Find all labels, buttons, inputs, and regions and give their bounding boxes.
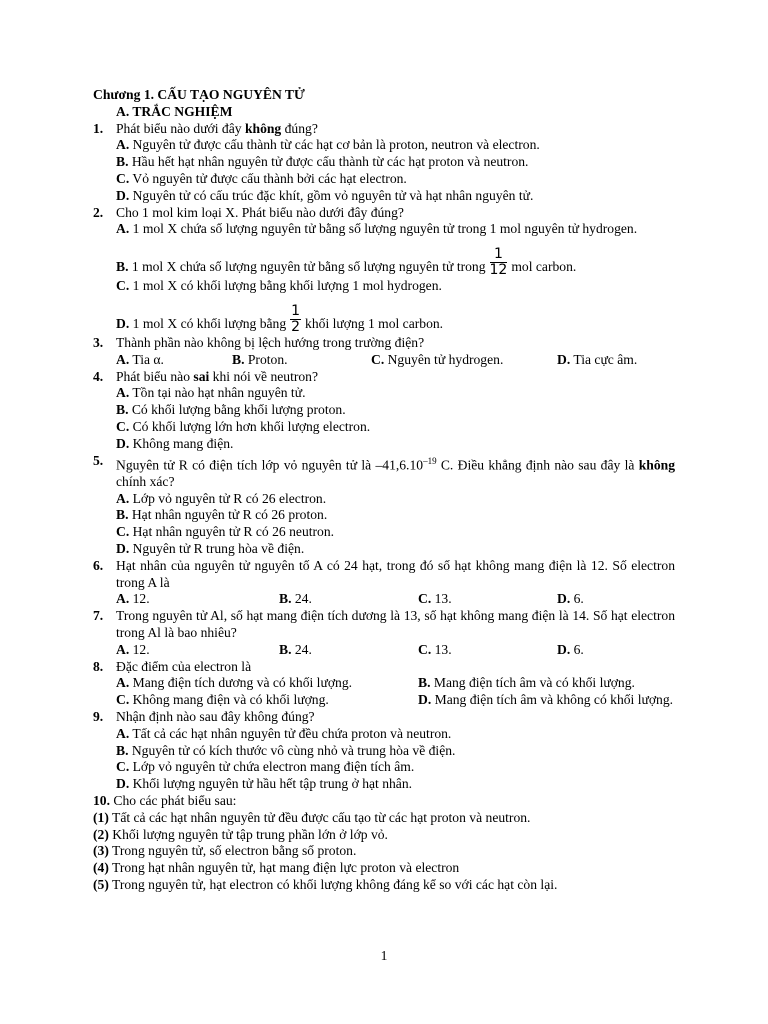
question-9: 9. Nhận định nào sau đây không đúng? (93, 709, 315, 725)
q1-option-a: A. Nguyên tử được cấu thành từ các hạt cơ bản là proton, neutron và electron. (116, 137, 540, 153)
q3-option-c: C. Nguyên tử hydrogen. (371, 351, 504, 367)
question-4: 4. Phát biểu nào sai khi nói về neutron? (93, 368, 319, 384)
q4-option-b: B. Có khối lượng bằng khối lượng proton. (116, 402, 346, 418)
fraction-1-12: $\frac{1}{12}$ (489, 246, 508, 279)
question-1: 1. Phát biểu nào dưới đây không đúng? (93, 120, 318, 136)
q6-option-a: A. 12. (116, 591, 150, 607)
q2-option-d: D. 1 mol X có khối lượng bằng $\frac{1}{2}$ khối lượng 1 mol carbon. (116, 302, 444, 335)
q7-option-c: C. 13. (418, 641, 452, 657)
question-6: 6. Hạt nhân của nguyên tử nguyên tố A có 24 hạt, trong đó số hạt không mang điện là 12. Số electron trong A là (93, 557, 675, 590)
q7-options (93, 642, 675, 659)
q1-option-b: B. Hầu hết hạt nhân nguyên tử được cấu thành từ các hạt proton và neutron. (116, 154, 529, 170)
q8-options-row1 (93, 675, 675, 692)
q9-option-a: A. Tất cả các hạt nhân nguyên tử đều chứa proton và neutron. (116, 725, 452, 741)
q8-option-b: B. Mang điện tích âm và có khối lượng. (418, 675, 635, 691)
q6-option-c: C. 13. (418, 591, 452, 607)
q9-option-d: D. Khối lượng nguyên tử hầu hết tập trung ở hạt nhân. (116, 776, 413, 792)
q5-option-b: B. Hạt nhân nguyên tử R có 26 proton. (116, 507, 328, 523)
q8-option-d: D. Mang điện tích âm và không có khối lượng. (418, 692, 674, 708)
q10-statement-2: (2) Khối lượng nguyên tử tập trung phần lớn ở lớp vỏ. (93, 826, 388, 842)
q9-option-c: C. Lớp vỏ nguyên tử chứa electron mang điện tích âm. (116, 759, 415, 775)
q8-options-row2 (93, 692, 675, 709)
q4-option-a: A. Tồn tại nào hạt nhân nguyên tử. (116, 385, 306, 401)
chapter-title: Chương 1. CẤU TẠO NGUYÊN TỬ (93, 87, 305, 102)
question-5: 5. Nguyên tử R có điện tích lớp vỏ nguyên tử là $-41,6.10^{-19}$ C. Điều khẳng định nào sau đây là không chính xác? (93, 452, 675, 489)
q3-options (93, 352, 675, 369)
q6-option-d: D. 6. (557, 591, 584, 607)
q10-statement-4: (4) Trong hạt nhân nguyên tử, hạt mang điện lực proton và electron (93, 860, 460, 876)
q3-option-d: D. Tia cực âm. (557, 351, 638, 367)
fraction-1-2: $\frac{1}{2}$ (291, 302, 301, 335)
question-10: 10. Cho các phát biểu sau: (93, 793, 237, 809)
section-title: A. TRẮC NGHIỆM (116, 103, 233, 119)
q6-options (93, 591, 675, 608)
document-body (93, 87, 675, 894)
q2-option-c: C. 1 mol X có khối lượng bằng khối lượng 1 mol hydrogen. (116, 278, 442, 294)
q6-option-b: B. 24. (279, 591, 312, 607)
q10-statement-5: (5) Trong nguyên tử, hạt electron có khối lượng không đáng kể so với các hạt còn lại. (93, 877, 558, 892)
q5-option-a: A. Lớp vỏ nguyên tử R có 26 electron. (116, 490, 327, 506)
page-number: 1 (380, 948, 388, 963)
q5-option-d: D. Nguyên tử R trung hòa về điện. (116, 541, 305, 557)
q3-option-a: A. Tia α. (116, 351, 164, 367)
q2-option-b: B. 1 mol X chứa số lượng nguyên tử bằng số lượng nguyên tử trong $\frac{1}{12}$ mol carbon. (116, 246, 577, 279)
q7-option-d: D. 6. (557, 641, 584, 657)
question-3: 3. Thành phần nào không bị lệch hướng trong trường điện? (93, 334, 425, 350)
q10-statement-3: (3) Trong nguyên tử, số electron bằng số proton. (93, 843, 357, 859)
q1-option-d: D. Nguyên tử có cấu trúc đặc khít, gồm vỏ nguyên tử và hạt nhân nguyên tử. (116, 187, 534, 203)
question-2: 2. Cho 1 mol kim loại X. Phát biểu nào dưới đây đúng? (93, 204, 404, 220)
q7-option-b: B. 24. (279, 641, 312, 657)
q9-option-b: B. Nguyên tử có kích thước vô cùng nhỏ và trung hòa về điện. (116, 742, 456, 758)
q7-option-a: A. 12. (116, 641, 150, 657)
q10-statement-1: (1) Tất cả các hạt nhân nguyên tử đều được cấu tạo từ các hạt proton và neutron. (93, 809, 531, 825)
question-8: 8. Đặc điểm của electron là (93, 658, 252, 674)
q2-option-a: A. 1 mol X chứa số lượng nguyên tử bằng số lượng nguyên tử trong 1 mol nguyên tử hydrogen. (116, 221, 638, 237)
q1-option-c: C. Vỏ nguyên tử được cấu thành bởi các hạt electron. (116, 170, 407, 186)
q4-option-d: D. Không mang điện. (116, 435, 234, 451)
question-7: 7. Trong nguyên tử Al, số hạt mang điện tích dương là 13, số hạt không mang điện là 14. Số hạt electron trong Al là bao nhiêu? (93, 608, 675, 641)
q8-option-c: C. Không mang điện và có khối lượng. (116, 692, 329, 708)
q4-option-c: C. Có khối lượng lớn hơn khối lượng electron. (116, 418, 371, 434)
q3-option-b: B. Proton. (232, 351, 288, 367)
q5-option-c: C. Hạt nhân nguyên tử R có 26 neutron. (116, 524, 335, 540)
q8-option-a: A. Mang điện tích dương và có khối lượng. (116, 675, 353, 691)
